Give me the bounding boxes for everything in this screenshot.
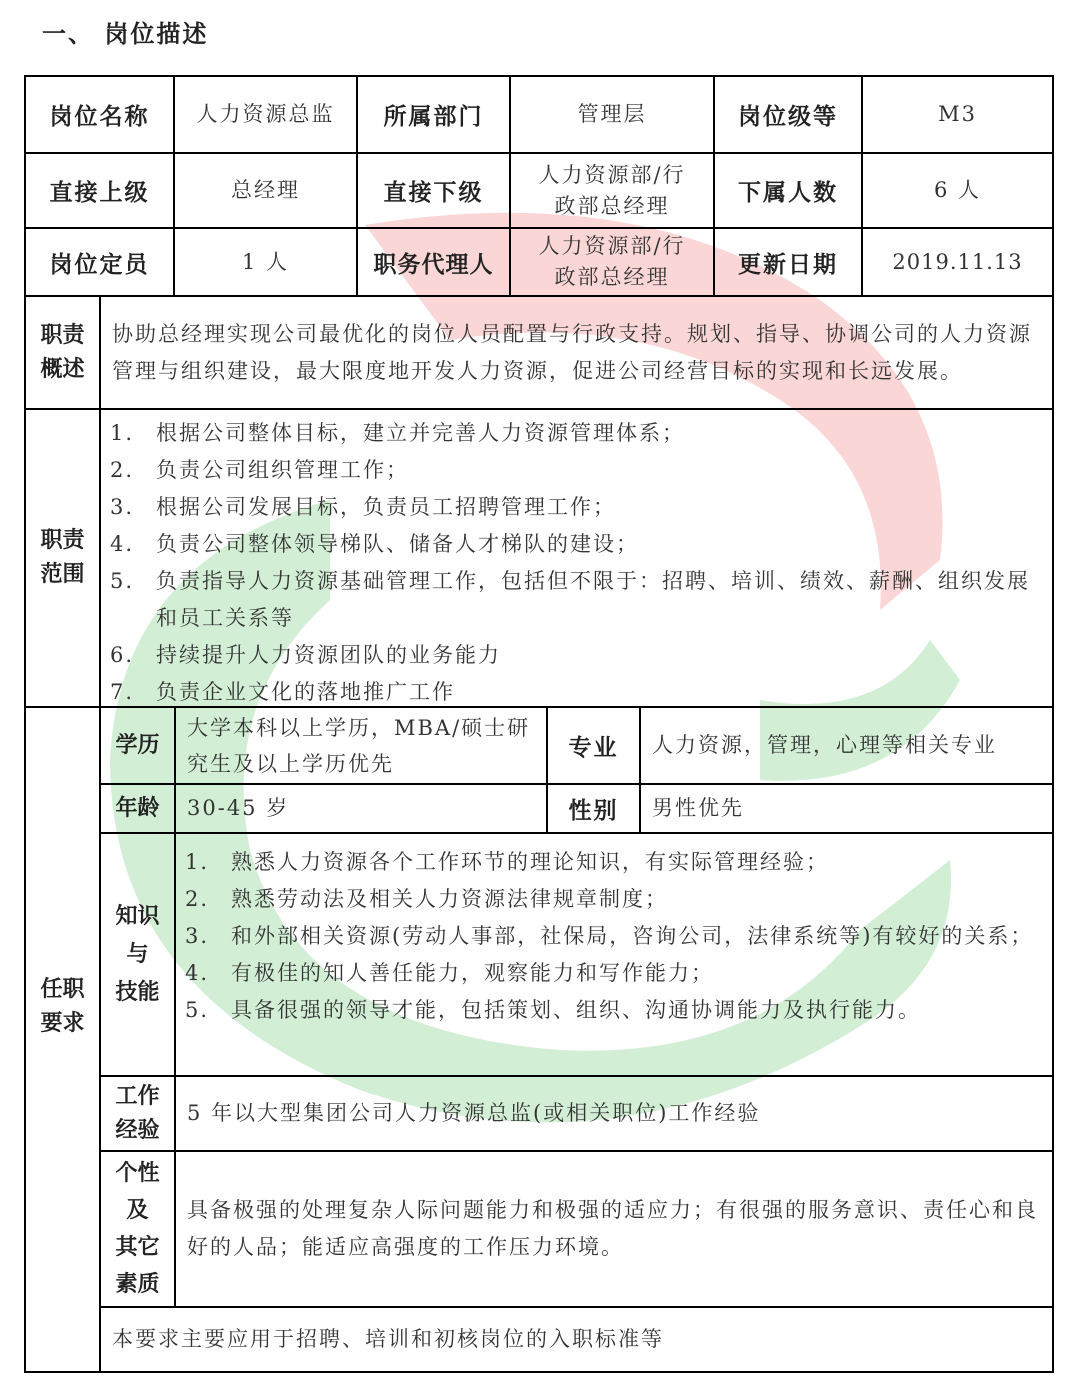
scope-label: 职责 范围 bbox=[40, 528, 85, 587]
list-item: 1. 熟悉人力资源各个工作环节的理论知识，有实际管理经验； bbox=[185, 850, 829, 874]
education-value: 大学本科以上学历，MBA/硕士研究生及以上学历优先 bbox=[187, 715, 531, 776]
superior-value: 总经理 bbox=[231, 178, 300, 202]
major-label: 专业 bbox=[568, 735, 619, 761]
skills-label: 知识 与 技能 bbox=[115, 903, 160, 1005]
department-label: 所属部门 bbox=[383, 104, 484, 130]
subordinate-value bbox=[510, 153, 714, 228]
deputy-label: 职务代理人 bbox=[373, 251, 494, 278]
list-item: 4. 负责公司整体领导梯队、储备人才梯队的建设； bbox=[110, 532, 639, 556]
experience-value: 5 年以大型集团公司人力资源总监(或相关职位)工作经验 bbox=[187, 1101, 761, 1125]
department-value: 管理层 bbox=[577, 102, 647, 126]
requirements-label: 任职 要求 bbox=[40, 977, 85, 1036]
grade-label: 岗位级等 bbox=[738, 104, 838, 130]
subordinate-count-label: 下属人数 bbox=[738, 180, 838, 206]
grade-value: M3 bbox=[938, 102, 977, 126]
education-label: 学历 bbox=[115, 732, 160, 758]
summary-text: 协助总经理实现公司最优化的岗位人员配置与行政支持。规划、指导、协调公司的人力资源管理与组织建设，最大限度地开发人力资源，促进公司经营目标的实现和长远发展。 bbox=[112, 321, 1032, 383]
list-item: 2. 熟悉劳动法及相关人力资源法律规章制度； bbox=[185, 887, 668, 911]
headcount-value: 1 人 bbox=[241, 249, 290, 274]
subordinate-line2: 政部总经理 bbox=[554, 193, 670, 218]
subordinate-count-value: 6 人 bbox=[933, 178, 982, 202]
update-date-label: 更新日期 bbox=[738, 251, 838, 278]
deputy-line2: 政部总经理 bbox=[554, 265, 670, 289]
section-title: 一、 岗位描述 bbox=[42, 20, 209, 48]
list-item: 3. 和外部相关资源(劳动人事部，社保局，咨询公司，法律系统等)有较好的关系； bbox=[185, 924, 1034, 948]
gender-value: 男性优先 bbox=[652, 796, 744, 820]
position-name-label: 岗位名称 bbox=[49, 104, 150, 130]
update-date-value: 2019.11.13 bbox=[892, 249, 1023, 274]
list-item: 5. 具备很强的领导才能，包括策划、组织、沟通协调能力及执行能力。 bbox=[185, 998, 921, 1022]
requirements-note: 本要求主要应用于招聘、培训和初核岗位的入职标准等 bbox=[112, 1327, 664, 1351]
gender-label: 性别 bbox=[568, 798, 619, 824]
experience-label: 工作 经验 bbox=[115, 1083, 160, 1143]
list-item: 2. 负责公司组织管理工作； bbox=[110, 458, 409, 482]
major-value: 人力资源，管理，心理等相关专业 bbox=[652, 733, 997, 757]
list-item: 5. 负责指导人力资源基础管理工作，包括但不限于：招聘、培训、绩效、薪酬、组织发展和员工关系等 bbox=[110, 569, 1030, 630]
list-item: 1. 根据公司整体目标，建立并完善人力资源管理体系； bbox=[110, 421, 685, 445]
headcount-label: 岗位定员 bbox=[49, 251, 150, 278]
summary-label: 职责 概述 bbox=[40, 322, 85, 382]
skills-list bbox=[175, 833, 1053, 1076]
personality-label: 个性 及 其它 素质 bbox=[115, 1161, 160, 1297]
list-item: 3. 根据公司发展目标，负责员工招聘管理工作； bbox=[110, 495, 616, 519]
deputy-line1: 人力资源部/行 bbox=[538, 234, 686, 258]
personality-value: 具备极强的处理复杂人际问题能力和极强的适应力；有很强的服务意识、责任心和良好的人品；能适应高强度的工作压力环境。 bbox=[187, 1198, 1038, 1259]
list-item: 6. 持续提升人力资源团队的业务能力 bbox=[110, 643, 501, 667]
list-item: 4. 有极佳的知人善任能力，观察能力和写作能力； bbox=[185, 961, 714, 985]
list-item: 7. 负责企业文化的落地推广工作 bbox=[110, 680, 455, 704]
position-name-value: 人力资源总监 bbox=[196, 102, 335, 126]
subordinate-label: 直接下级 bbox=[383, 180, 484, 206]
superior-label: 直接上级 bbox=[49, 180, 150, 206]
deputy-value bbox=[510, 228, 714, 296]
age-value: 30-45 岁 bbox=[187, 796, 290, 820]
age-label: 年龄 bbox=[115, 795, 160, 821]
scope-list bbox=[100, 409, 1053, 707]
subordinate-line1: 人力资源部/行 bbox=[538, 162, 686, 187]
